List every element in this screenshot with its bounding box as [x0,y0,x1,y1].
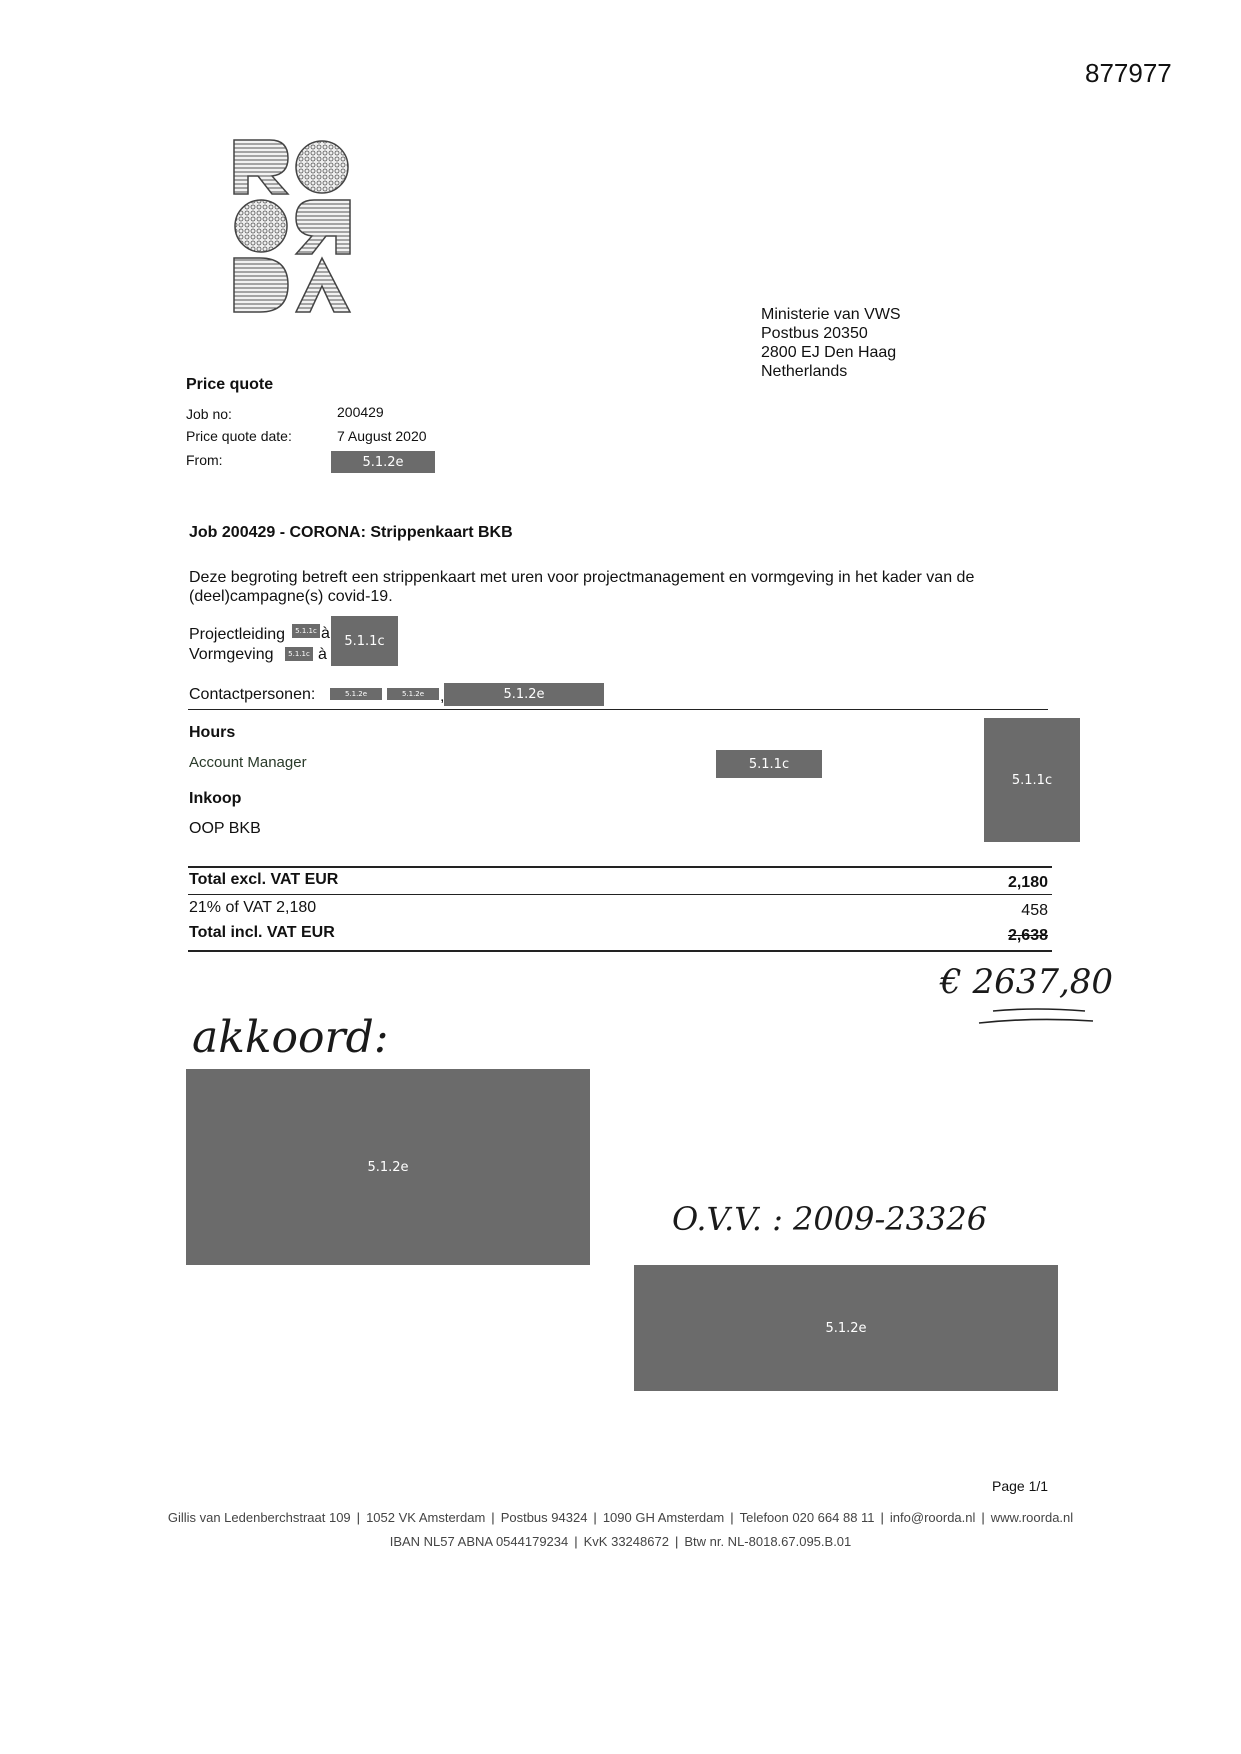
signature-redaction: 5.1.2e [634,1265,1058,1391]
signature-redaction: 5.1.2e [186,1069,590,1265]
a-symbol: à [318,646,327,663]
projectleiding-label: Projectleiding [189,626,286,643]
footer-item: Btw nr. NL-8018.67.095.B.01 [684,1534,852,1549]
footer-registration: IBAN NL57 ABNA 0544179234 | KvK 33248672 | Btw nr. NL-8018.67.095.B.01 [389,1534,852,1549]
price-quote-title: Price quote [186,376,274,393]
handwritten-agreed: akkoord: [192,1012,389,1063]
footer-item: Postbus 94324 [500,1510,588,1525]
from-label: From: [186,452,223,468]
vat-label: 21% of VAT 2,180 [189,899,317,916]
footer-address: Gillis van Ledenberchstraat 109 | 1052 VK Amsterdam | Postbus 94324 | 1090 GH Amsterdam | Telefoon 020 664 88 11 | info@roorda.nl | www.roorda.nl [167,1510,1074,1525]
price-quote-date-label: Price quote date: [186,428,292,444]
total-incl-label: Total incl. VAT EUR [189,924,335,941]
contact-redaction: 5.1.2e [387,688,439,700]
a-symbol: à [321,625,330,642]
footer-item: info@roorda.nl [889,1510,976,1525]
oop-bkb-item: OOP BKB [189,820,261,837]
vormgeving-redaction: 5.1.1c [285,647,313,661]
footer-item: Gillis van Ledenberchstraat 109 [167,1510,351,1525]
amount-column-redaction: 5.1.1c [984,718,1080,842]
job-description: Deze begroting betreft een strippenkaart met uren voor projectmanagement en vormgeving in het kader van de (deel)campagne(s) covid-19. [189,569,975,605]
totals-top-line [188,866,1052,868]
vat-value: 458 [1021,902,1048,919]
account-manager-item: Account Manager [189,754,307,771]
footer-item: www.roorda.nl [990,1510,1074,1525]
job-title: Job 200429 - CORONA: Strippenkaart BKB [189,524,513,541]
vormgeving-label: Vormgeving [189,646,274,663]
contact-comma: , [440,688,445,705]
contact-redaction: 5.1.2e [330,688,382,700]
total-incl-value: 2,638 [1007,927,1048,944]
totals-divider [188,894,1052,895]
rates-redaction: 5.1.1c [331,616,398,666]
footer-item: 1052 VK Amsterdam [366,1510,486,1525]
divider [188,709,1048,710]
totals-bottom-line [188,950,1052,952]
contactpersonen-label: Contactpersonen: [189,686,316,703]
total-excl-value: 2,180 [1007,874,1048,891]
recipient-address [761,305,901,381]
recipient-line: Netherlands [761,363,848,380]
handwritten-ovv: O.V.V. : 2009-23326 [672,1200,988,1238]
job-no-value: 200429 [337,404,384,420]
recipient-line: 2800 EJ Den Haag [761,344,897,361]
job-no-label: Job no: [186,406,232,422]
recipient-line: Ministerie van VWS [761,306,901,323]
inkoop-heading: Inkoop [189,790,242,807]
footer-item: Telefoon 020 664 88 11 [739,1510,875,1525]
roorda-logo [232,138,352,314]
recipient-line: Postbus 20350 [761,325,868,342]
footer-item: 1090 GH Amsterdam [602,1510,725,1525]
projectleiding-redaction: 5.1.1c [292,624,320,638]
contact-redaction-large: 5.1.2e [444,683,604,706]
from-redaction: 5.1.2e [331,451,435,473]
handwritten-amount: € 2637,80 [940,962,1114,1002]
footer-item: IBAN NL57 ABNA 0544179234 [389,1534,569,1549]
footer-item: KvK 33248672 [583,1534,669,1549]
page-label: Page 1/1 [992,1478,1049,1494]
price-quote-date-value: 7 August 2020 [337,428,427,444]
hours-heading: Hours [189,724,236,741]
total-excl-label: Total excl. VAT EUR [189,871,339,888]
document-number: 877977 [1085,58,1172,88]
handwritten-underline [975,1005,1095,1029]
account-manager-redaction: 5.1.1c [716,750,822,778]
